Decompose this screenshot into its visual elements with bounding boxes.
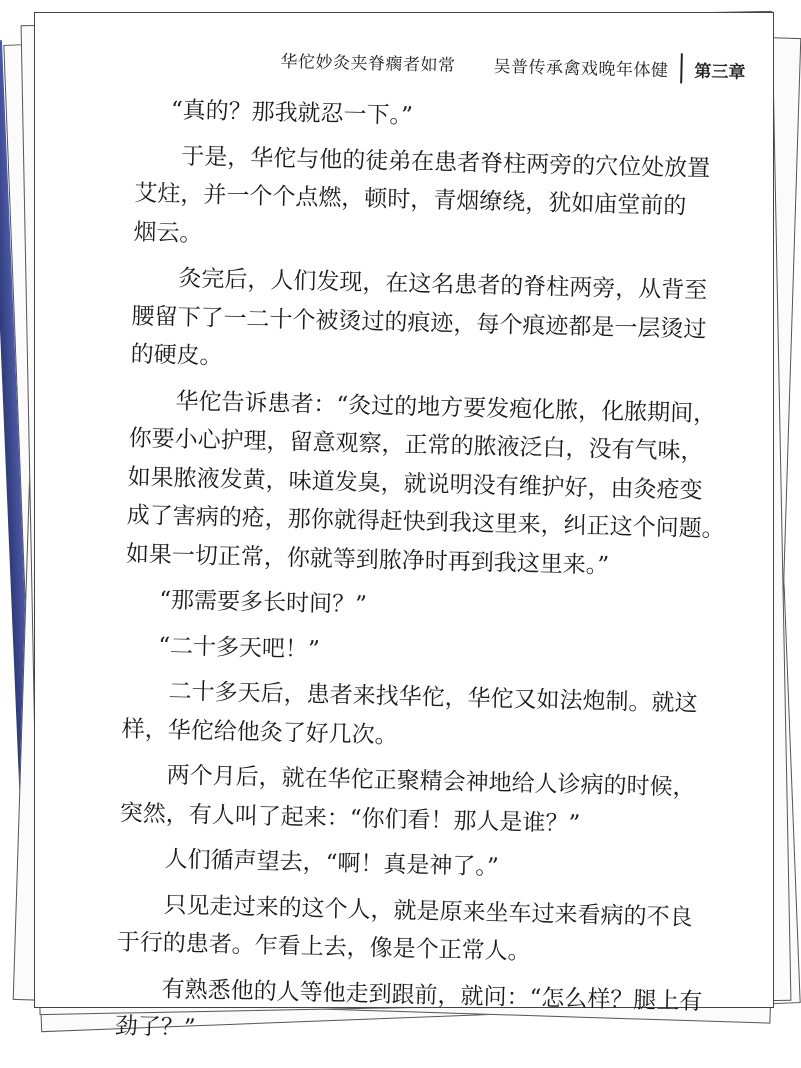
text-line: 于行的患者。乍看上去，像是个正常人。: [116, 929, 531, 966]
text-line: 样，华佗给他灸了好几次。: [121, 715, 399, 749]
page-content: [23, 4, 786, 1042]
text-line: 两个月后，就在华佗正聚精会神地给人诊病的时候，: [166, 762, 696, 801]
running-title-2: 吴普传承禽戏晚年体健: [493, 56, 669, 81]
paragraph: [124, 580, 665, 631]
text-line: 人们循声望去，“啊！真是神了。”: [164, 846, 499, 881]
text-line: 腰留下了一二十个被烫过的痕迹，每个痕迹都是一层烫过: [131, 303, 707, 343]
running-title-1: 华佗妙灸夹脊瘸者如常: [280, 51, 456, 76]
paragraph: [133, 136, 711, 264]
paragraph: [130, 259, 708, 387]
text-line: 有熟悉他的人等他走到跟前，就问：“怎么样？腿上有: [161, 975, 703, 1015]
paragraph: [119, 755, 696, 845]
text-line: 如果脓液发黄，味道发臭，就说明没有维护好，由灸疮变: [127, 463, 703, 504]
text-line: 的硬皮。: [130, 341, 223, 370]
text-line: 劲了？”: [114, 1013, 196, 1042]
paragraph: [125, 381, 725, 586]
body-text: [114, 91, 725, 1066]
text-line: “那需要多长时间？”: [159, 587, 368, 619]
chapter-label: 第三章: [694, 61, 746, 83]
paragraph: [121, 671, 698, 761]
paragraph: [116, 885, 693, 975]
text-line: 二十多天后，患者来找华佗，华佗又如法炮制。就这: [168, 678, 698, 717]
paragraph: [118, 839, 659, 890]
text-line: “真的？那我就忍一下。”: [170, 97, 414, 130]
text-line: 华佗告诉患者：“灸过的地方要发疱化脓，化脓期间，: [175, 388, 717, 427]
text-line: 烟云。: [133, 219, 203, 247]
header-divider: [680, 53, 683, 83]
text-line: 突然，有人叫了起来：“你们看！那人是谁？”: [119, 799, 581, 837]
running-header: [280, 44, 746, 85]
text-line: 只见走过来的这个人，就是原来坐车过来看病的不良: [163, 891, 693, 931]
book-page: [34, 12, 774, 1042]
paragraph: [136, 91, 677, 142]
text-line: 于是，华佗与他的徒弟在患者脊柱两旁的穴位处放置: [180, 143, 711, 182]
paragraph: [123, 626, 664, 677]
paragraph: [114, 969, 703, 1059]
text-line: 成了害病的疮，那你就得赶快到我这里来，纠正这个问题。: [126, 502, 725, 543]
text-line: 你要小心护理，留意观察，正常的脓液泛白，没有气味，: [128, 425, 704, 466]
text-line: 灸完后，人们发现，在这名患者的脊柱两旁，从背至: [178, 265, 708, 305]
text-line: 如果一切正常，你就等到脓净时再到我这里来。”: [125, 540, 610, 579]
text-line: “二十多天吧！”: [157, 632, 321, 663]
text-line: 艾炷，并一个个点燃，顿时，青烟缭绕，犹如庙堂前的: [134, 180, 687, 220]
